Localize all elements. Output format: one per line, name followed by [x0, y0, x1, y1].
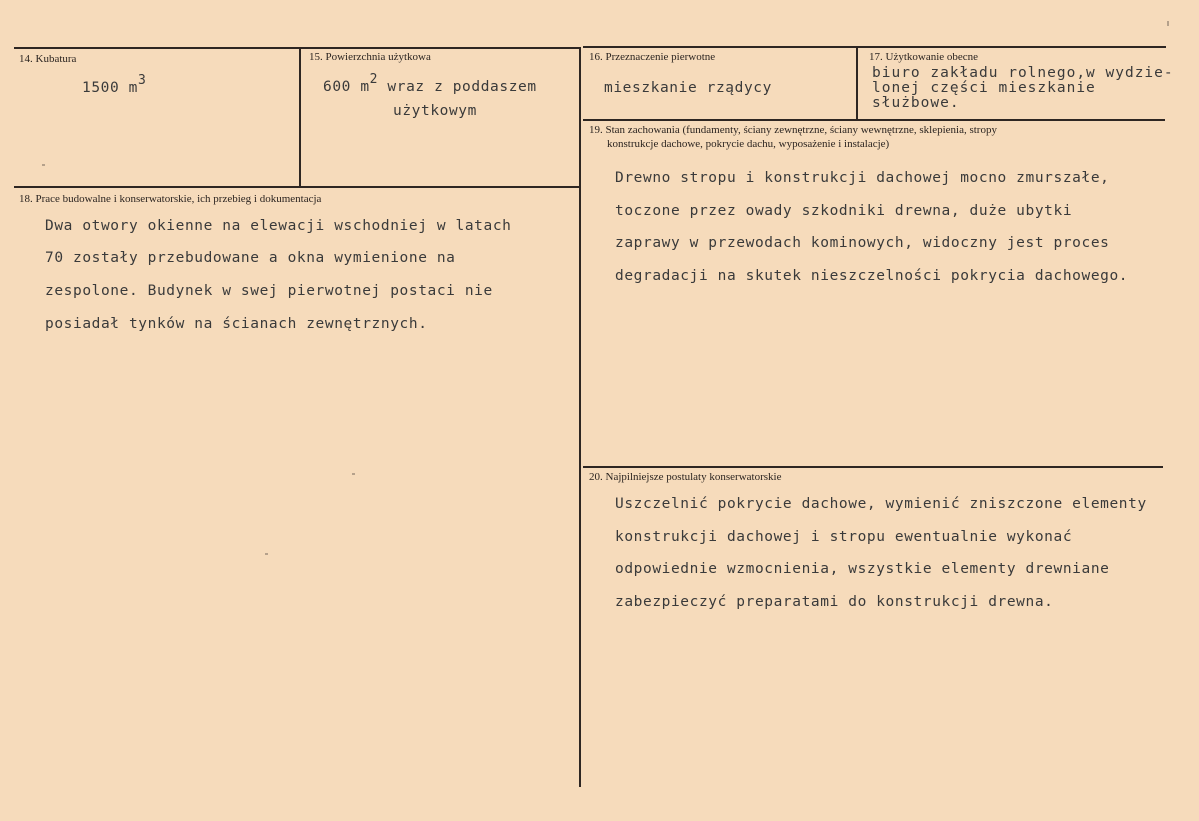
field-16-value: mieszkanie rządycy: [604, 80, 772, 96]
paper-speck: [1167, 21, 1169, 26]
field-19-line-4: degradacji na skutek nieszczelności pokrycia dachowego.: [615, 268, 1129, 284]
field-19-line-2: toczone przez owady szkodniki drewna, duże ubytki: [615, 203, 1073, 219]
field-14-exponent: 3: [137, 73, 147, 88]
rule-under-14-15: [14, 186, 579, 188]
top-rule-right: [583, 46, 1166, 48]
field-14-value: [82, 73, 147, 96]
divider-16-17: [856, 47, 858, 119]
field-20-line-1: Uszczelnić pokrycie dachowe, wymienić zniszczone elementy: [615, 496, 1147, 512]
field-17-line-3: służbowe.: [872, 95, 960, 111]
paper-speck: [352, 473, 355, 475]
field-19-label-line-1: 19. Stan zachowania (fundamenty, ściany zewnętrzne, ściany wewnętrzne, sklepienia, stropy: [589, 124, 997, 136]
field-19-label-line-2: konstrukcje dachowe, pokrycie dachu, wyposażenie i instalacje): [607, 138, 890, 150]
divider-14-15: [299, 48, 301, 186]
field-18-line-2: 70 zostały przebudowane a okna wymienione na: [45, 250, 456, 266]
field-14-label: 14. Kubatura: [19, 53, 77, 65]
field-18-line-3: zespolone. Budynek w swej pierwotnej postaci nie: [45, 283, 493, 299]
field-18-line-4: posiadał tynków na ścianach zewnętrznych.: [45, 316, 428, 332]
field-18-label: 18. Prace budowalne i konserwatorskie, ich przebieg i dokumentacja: [19, 193, 322, 205]
field-15-text: wraz z poddaszem: [378, 79, 537, 95]
rule-above-20: [583, 466, 1163, 468]
field-15-value: [323, 72, 537, 95]
field-20-line-2: konstrukcji dachowej i stropu ewentualnie wykonać: [615, 529, 1073, 545]
field-18-line-1: Dwa otwory okienne na elewacji wschodniej w latach: [45, 218, 512, 234]
field-17-line-2: lonej części mieszkanie: [872, 80, 1096, 96]
field-15-exponent: 2: [369, 72, 379, 87]
field-15-label: 15. Powierzchnia użytkowa: [309, 51, 431, 63]
field-15-value-line2: użytkowym: [393, 103, 477, 119]
paper-speck: [42, 164, 45, 166]
paper-speck: [265, 553, 268, 555]
field-16-label: 16. Przeznaczenie pierwotne: [589, 51, 716, 63]
field-19-line-3: zaprawy w przewodach kominowych, widoczny jest proces: [615, 235, 1110, 251]
field-20-label: 20. Najpilniejsze postulaty konserwatorskie: [589, 471, 782, 483]
field-20-line-3: odpowiednie wzmocnienia, wszystkie elementy drewniane: [615, 561, 1110, 577]
rule-under-16-17: [583, 119, 1165, 121]
field-20-line-4: zabezpieczyć preparatami do konstrukcji drewna.: [615, 594, 1054, 610]
field-17-line-1: biuro zakładu rolnego,w wydzie-: [872, 65, 1174, 81]
field-17-label: 17. Użytkowanie obecne: [869, 51, 979, 63]
main-divider: [579, 47, 581, 787]
field-14-number: 1500 m: [82, 80, 138, 96]
top-rule-left: [14, 47, 579, 49]
field-19-line-1: Drewno stropu i konstrukcji dachowej mocno zmurszałe,: [615, 170, 1110, 186]
field-15-number: 600 m: [323, 79, 370, 95]
